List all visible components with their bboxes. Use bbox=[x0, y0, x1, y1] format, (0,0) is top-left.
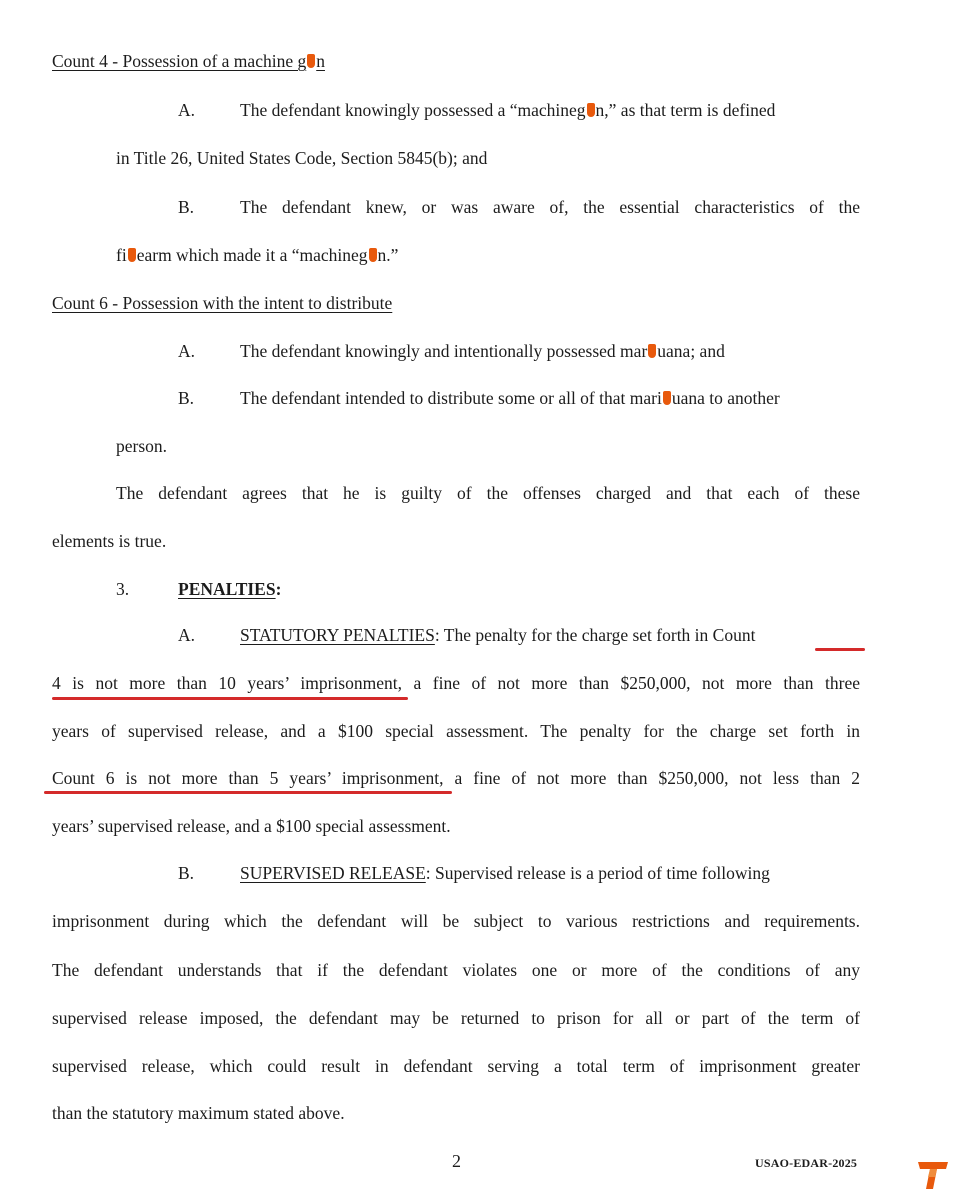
count6-b-continuation: person. bbox=[116, 436, 168, 456]
count4-a-label: A. bbox=[178, 100, 196, 120]
penalties-heading: PENALTIES: bbox=[178, 579, 282, 599]
supervised-b-label: B. bbox=[178, 863, 195, 883]
page-number: 2 bbox=[452, 1151, 461, 1171]
supervised-release-line-3: The defendant understands that if the defendant violates one or more of the conditions of any bbox=[52, 960, 860, 980]
count6-a-label: A. bbox=[178, 341, 196, 361]
count4-b-label: B. bbox=[178, 197, 195, 217]
redaction-mark-icon bbox=[587, 103, 595, 117]
supervised-release-line-6: than the statutory maximum stated above. bbox=[52, 1103, 345, 1123]
redaction-mark-icon bbox=[648, 344, 656, 358]
redaction-mark-icon bbox=[128, 248, 136, 262]
t-logo-icon bbox=[916, 1158, 950, 1192]
red-highlight-underline bbox=[44, 791, 452, 794]
count6-heading: Count 6 - Possession with the intent to distribute bbox=[52, 293, 393, 313]
red-highlight-underline bbox=[52, 697, 408, 700]
count4-heading: Count 4 - Possession of a machine g n bbox=[52, 51, 325, 71]
count6-b-text: The defendant intended to distribute some or all of that mari uana to another bbox=[240, 388, 780, 408]
statutory-penalties-line-5: years’ supervised release, and a $100 special assessment. bbox=[52, 816, 451, 836]
supervised-release-line-1: SUPERVISED RELEASE: Supervised release is a period of time following bbox=[240, 863, 770, 883]
statutory-penalties-line-1: STATUTORY PENALTIES: The penalty for the charge set forth in Count bbox=[240, 625, 756, 645]
redaction-mark-icon bbox=[369, 248, 377, 262]
penalties-number: 3. bbox=[116, 579, 130, 599]
count4-b-text: The defendant knew, or was aware of, the essential characteristics of the bbox=[240, 197, 860, 217]
agreement-line-2: elements is true. bbox=[52, 531, 167, 551]
redaction-mark-icon bbox=[307, 54, 315, 68]
supervised-release-line-2: imprisonment during which the defendant will be subject to various restrictions and requirements. bbox=[52, 911, 860, 931]
statutory-penalties-line-2: 4 is not more than 10 years’ imprisonment, a fine of not more than $250,000, not more than three bbox=[52, 673, 860, 693]
count6-b-label: B. bbox=[178, 388, 195, 408]
count6-a-text: The defendant knowingly and intentionally possessed mar uana; and bbox=[240, 341, 725, 361]
document-code: USAO-EDAR-2025 bbox=[755, 1156, 858, 1170]
count4-b-continuation: fi earm which made it a “machineg n.” bbox=[116, 245, 399, 265]
count4-a-text: The defendant knowingly possessed a “machineg n,” as that term is defined bbox=[240, 100, 776, 120]
statutory-a-label: A. bbox=[178, 625, 196, 645]
redaction-mark-icon bbox=[663, 391, 671, 405]
red-highlight-underline bbox=[815, 648, 865, 651]
supervised-release-line-5: supervised release, which could result in defendant serving a total term of imprisonment greater bbox=[52, 1056, 860, 1076]
count4-a-continuation: in Title 26, United States Code, Section 5845(b); and bbox=[116, 148, 488, 168]
supervised-release-line-4: supervised release imposed, the defendant may be returned to prison for all or part of the term of bbox=[52, 1008, 860, 1028]
agreement-line-1: The defendant agrees that he is guilty of the offenses charged and that each of these bbox=[116, 483, 860, 503]
statutory-penalties-line-3: years of supervised release, and a $100 special assessment. The penalty for the charge set forth in bbox=[52, 721, 860, 741]
statutory-penalties-line-4: Count 6 is not more than 5 years’ imprisonment, a fine of not more than $250,000, not less than 2 bbox=[52, 768, 860, 788]
